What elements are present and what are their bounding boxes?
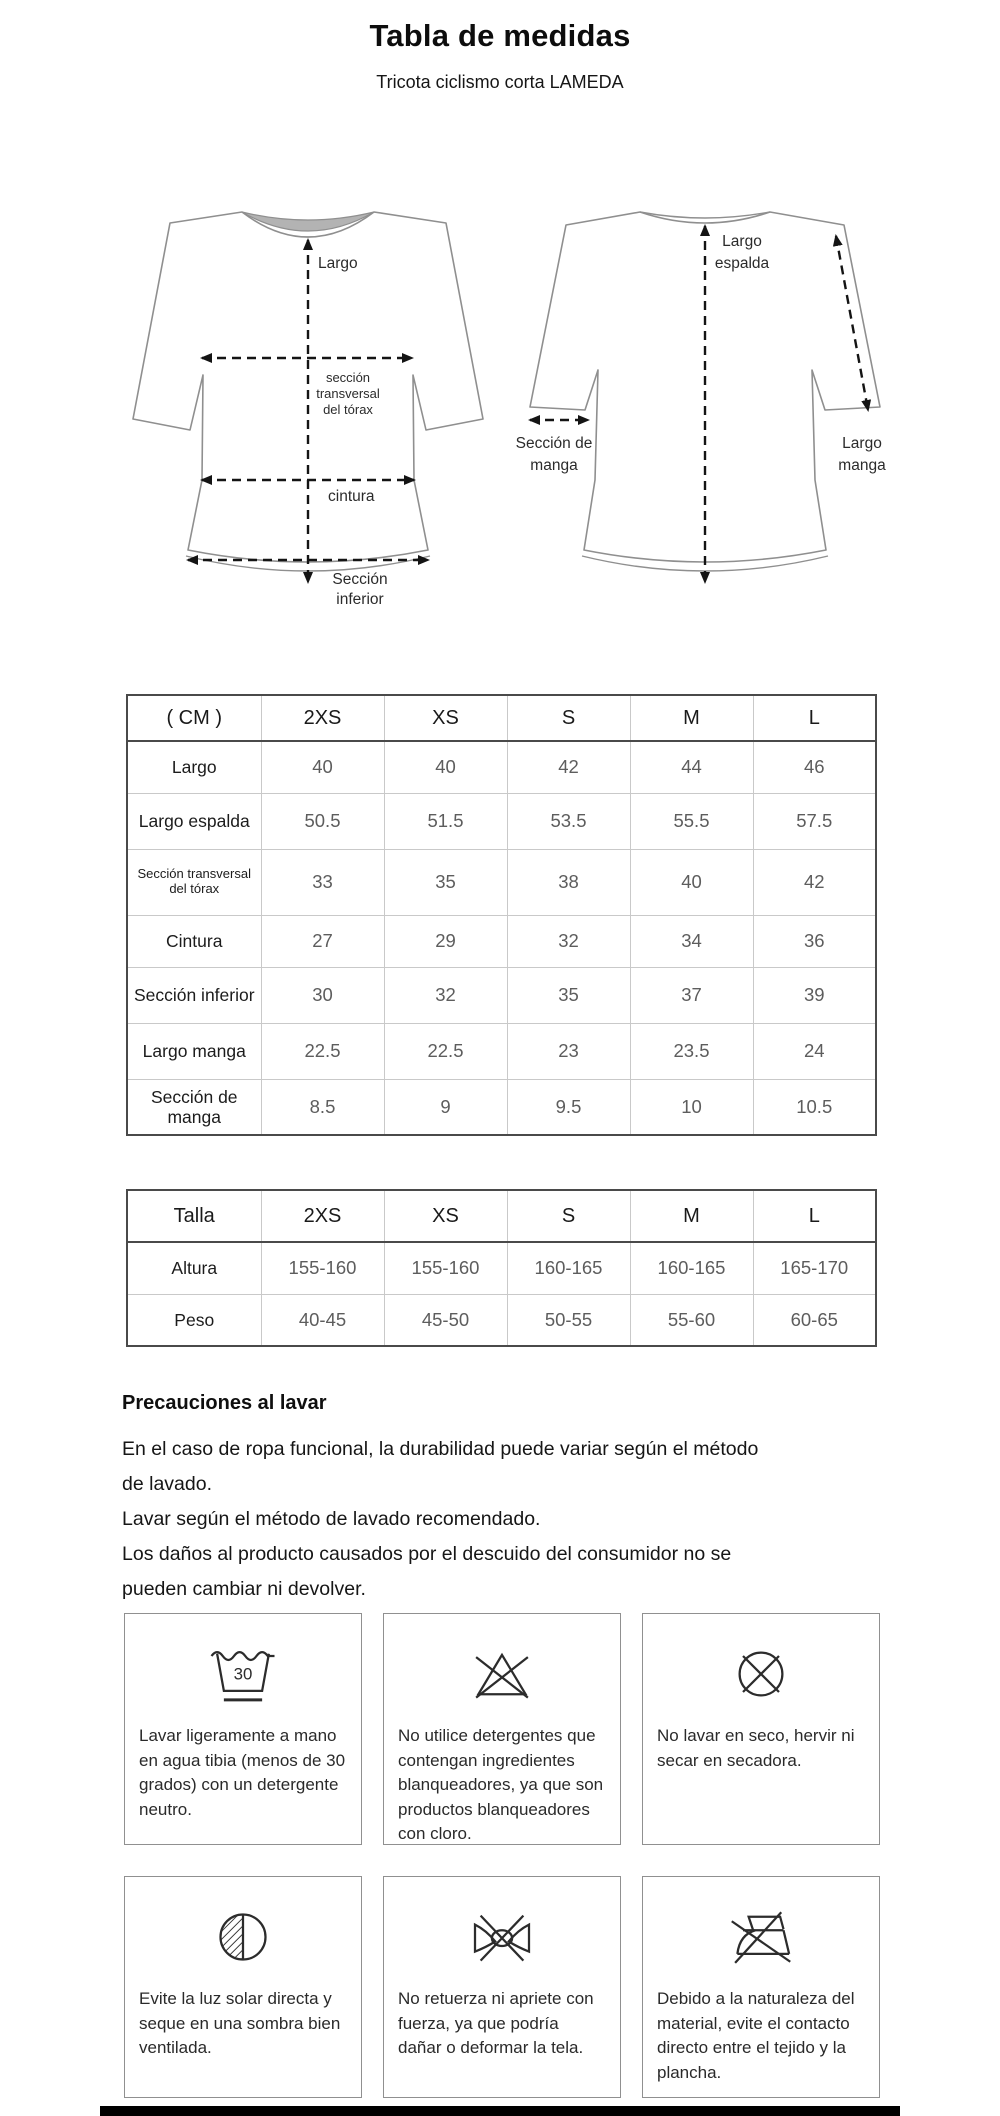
cell-value: 165-170 bbox=[753, 1242, 876, 1294]
label-bottom-line1: Sección bbox=[332, 571, 388, 588]
cell-value: 22.5 bbox=[384, 1023, 507, 1079]
label-sleeve-length-line2: manga bbox=[838, 457, 886, 474]
table-row bbox=[127, 849, 876, 915]
label-back-length-line2: espalda bbox=[714, 255, 770, 272]
unit-header-cell: ( CM ) bbox=[127, 695, 261, 741]
care-paragraph: Lavar según el método de lavado recomendado. bbox=[122, 1508, 541, 1530]
cell-value: 37 bbox=[630, 967, 753, 1023]
row-label: Sección transversal del tórax bbox=[127, 849, 261, 915]
cell-value: 30 bbox=[261, 967, 384, 1023]
cell-value: 32 bbox=[384, 967, 507, 1023]
cell-value: 9 bbox=[384, 1079, 507, 1135]
table-row bbox=[127, 1294, 876, 1346]
cell-value: 51.5 bbox=[384, 793, 507, 849]
size-col-header: L bbox=[753, 695, 876, 741]
cell-value: 24 bbox=[753, 1023, 876, 1079]
no-wring-icon bbox=[466, 1905, 538, 1969]
cell-value: 36 bbox=[753, 915, 876, 967]
care-box-text: Debido a la naturaleza del material, evite el contacto directo entre el tejido y la plancha. bbox=[657, 1989, 855, 2082]
row-label: Sección inferior bbox=[127, 967, 261, 1023]
care-box-no-dry-clean bbox=[642, 1613, 880, 1845]
cell-value: 50.5 bbox=[261, 793, 384, 849]
size-col-header: M bbox=[630, 695, 753, 741]
table-row bbox=[127, 1023, 876, 1079]
cell-value: 35 bbox=[507, 967, 630, 1023]
cell-value: 10 bbox=[630, 1079, 753, 1135]
measurement-diagram bbox=[90, 190, 910, 620]
size-col-header: XS bbox=[384, 695, 507, 741]
bottom-divider-bar bbox=[100, 2106, 900, 2116]
table-row bbox=[127, 741, 876, 793]
cell-value: 22.5 bbox=[261, 1023, 384, 1079]
row-label: Largo espalda bbox=[127, 793, 261, 849]
table-row bbox=[127, 1242, 876, 1294]
cell-value: 40 bbox=[384, 741, 507, 793]
size-col-header: S bbox=[507, 695, 630, 741]
row-label: Largo manga bbox=[127, 1023, 261, 1079]
measurements-table-header-row bbox=[127, 695, 876, 741]
cell-value: 160-165 bbox=[630, 1242, 753, 1294]
size-col-header: 2XS bbox=[261, 695, 384, 741]
no-iron-icon bbox=[725, 1905, 797, 1969]
product-subtitle: Tricota ciclismo corta LAMEDA bbox=[376, 72, 624, 92]
care-box-text: No utilice detergentes que contengan ingredientes blanqueadores, ya que son productos blanqueadores con cloro. bbox=[398, 1726, 604, 1843]
care-box-dry-in-shade bbox=[124, 1876, 362, 2098]
cell-value: 155-160 bbox=[261, 1242, 384, 1294]
cell-value: 23.5 bbox=[630, 1023, 753, 1079]
measurements-table bbox=[126, 694, 877, 1136]
cell-value: 42 bbox=[753, 849, 876, 915]
row-label: Cintura bbox=[127, 915, 261, 967]
care-section-heading: Precauciones al lavar bbox=[122, 1392, 327, 1414]
cell-value: 35 bbox=[384, 849, 507, 915]
cell-value: 23 bbox=[507, 1023, 630, 1079]
label-back-length-line1: Largo bbox=[722, 233, 762, 250]
table-row bbox=[127, 967, 876, 1023]
cell-value: 155-160 bbox=[384, 1242, 507, 1294]
cell-value: 57.5 bbox=[753, 793, 876, 849]
size-col-header: S bbox=[507, 1190, 630, 1242]
cell-value: 29 bbox=[384, 915, 507, 967]
care-box-no-wring bbox=[383, 1876, 621, 2098]
cell-value: 45-50 bbox=[384, 1294, 507, 1346]
label-waist: cintura bbox=[328, 488, 375, 505]
size-col-header: XS bbox=[384, 1190, 507, 1242]
care-paragraph: En el caso de ropa funcional, la durabilidad puede variar según el método de lavado. bbox=[122, 1438, 759, 1495]
table-row bbox=[127, 793, 876, 849]
page-title: Tabla de medidas bbox=[369, 18, 631, 53]
row-label: Peso bbox=[127, 1294, 261, 1346]
cell-value: 8.5 bbox=[261, 1079, 384, 1135]
care-box-text: No lavar en seco, hervir ni secar en secadora. bbox=[657, 1726, 855, 1770]
size-col-header: M bbox=[630, 1190, 753, 1242]
care-box-hand-wash bbox=[124, 1613, 362, 1845]
care-box-no-iron bbox=[642, 1876, 880, 2098]
care-instructions-grid bbox=[124, 1613, 880, 2098]
size-col-header: L bbox=[753, 1190, 876, 1242]
cell-value: 27 bbox=[261, 915, 384, 967]
label-chest-line3: del tórax bbox=[323, 402, 373, 417]
cell-value: 40 bbox=[261, 741, 384, 793]
cell-value: 34 bbox=[630, 915, 753, 967]
cell-value: 42 bbox=[507, 741, 630, 793]
cell-value: 32 bbox=[507, 915, 630, 967]
cell-value: 53.5 bbox=[507, 793, 630, 849]
dry-in-shade-icon bbox=[207, 1905, 279, 1969]
size-table bbox=[126, 1189, 877, 1347]
cell-value: 9.5 bbox=[507, 1079, 630, 1135]
cell-value: 39 bbox=[753, 967, 876, 1023]
cell-value: 160-165 bbox=[507, 1242, 630, 1294]
cell-value: 50-55 bbox=[507, 1294, 630, 1346]
label-bottom-line2: inferior bbox=[336, 591, 384, 608]
cell-value: 40 bbox=[630, 849, 753, 915]
care-paragraphs bbox=[122, 1432, 767, 1607]
label-chest-line2: transversal bbox=[316, 386, 380, 401]
hand-wash-30-icon bbox=[207, 1642, 279, 1706]
row-label: Largo bbox=[127, 741, 261, 793]
label-chest-line1: sección bbox=[325, 370, 371, 385]
label-front-length: Largo bbox=[318, 255, 358, 272]
no-bleach-icon bbox=[466, 1642, 538, 1706]
cell-value: 38 bbox=[507, 849, 630, 915]
table-row bbox=[127, 1079, 876, 1135]
cell-value: 55.5 bbox=[630, 793, 753, 849]
cell-value: 10.5 bbox=[753, 1079, 876, 1135]
care-box-text: Lavar ligeramente a mano en agua tibia (menos de 30 grados) con un detergente neutro. bbox=[139, 1726, 346, 1819]
no-dry-clean-icon bbox=[725, 1642, 797, 1706]
cell-value: 44 bbox=[630, 741, 753, 793]
label-sleeve-section-line1: Sección de bbox=[515, 435, 593, 452]
row-label: Sección de manga bbox=[127, 1079, 261, 1135]
cell-value: 40-45 bbox=[261, 1294, 384, 1346]
cell-value: 46 bbox=[753, 741, 876, 793]
cell-value: 33 bbox=[261, 849, 384, 915]
care-paragraph: Los daños al producto causados por el descuido del consumidor no se pueden cambiar ni devolver. bbox=[122, 1543, 732, 1600]
care-box-no-bleach bbox=[383, 1613, 621, 1845]
label-sleeve-section-line2: manga bbox=[530, 457, 578, 474]
talla-header-cell: Talla bbox=[127, 1190, 261, 1242]
care-box-text: Evite la luz solar directa y seque en una sombra bien ventilada. bbox=[139, 1989, 341, 2057]
row-label: Altura bbox=[127, 1242, 261, 1294]
care-box-text: No retuerza ni apriete con fuerza, ya que podría dañar o deformar la tela. bbox=[398, 1989, 594, 2057]
size-table-header-row bbox=[127, 1190, 876, 1242]
table-row bbox=[127, 915, 876, 967]
cell-value: 55-60 bbox=[630, 1294, 753, 1346]
svg-text:30: 30 bbox=[233, 1664, 253, 1684]
label-sleeve-length-line1: Largo bbox=[842, 435, 882, 452]
cell-value: 60-65 bbox=[753, 1294, 876, 1346]
size-col-header: 2XS bbox=[261, 1190, 384, 1242]
